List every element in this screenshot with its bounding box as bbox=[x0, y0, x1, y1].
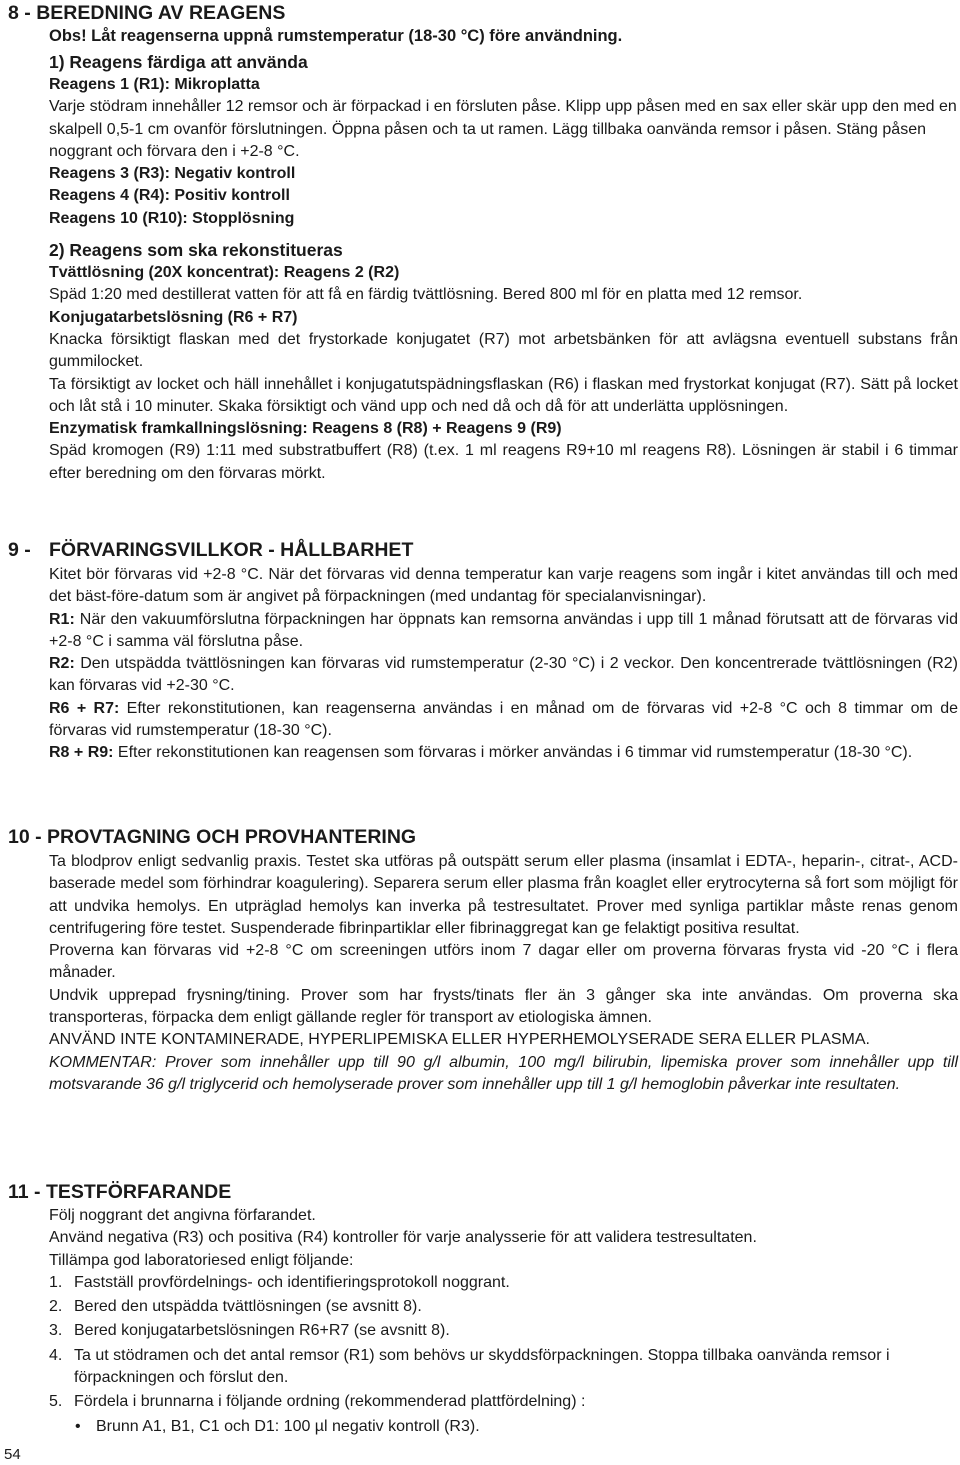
reagent-r4: Reagens 4 (R4): Positiv kontroll bbox=[49, 187, 290, 205]
procedure-step: 3. Bered konjugatarbetslösningen R6+R7 (se avsnitt 8). bbox=[49, 1322, 450, 1340]
procedure-p2: Använd negativa (R3) och positiva (R4) kontroller för varje analysserie för att validera testresultaten. bbox=[49, 1229, 757, 1247]
procedure-steps bbox=[49, 1272, 958, 1414]
bullet-icon: • bbox=[75, 1417, 81, 1435]
section-9 bbox=[8, 538, 958, 765]
reagent-r3: Reagens 3 (R3): Negativ kontroll bbox=[49, 165, 296, 183]
procedure-p1: Följ noggrant det angivna förfarandet. bbox=[49, 1207, 316, 1224]
section-9-title: FÖRVARINGSVILLKOR - HÅLLBARHET bbox=[49, 539, 414, 561]
storage-r2 bbox=[49, 653, 958, 698]
conjugate-text-2: Ta försiktigt av locket och häll innehållet i konjugatutspädningsflaskan (R6) i flaskan med frystorkat konjugat (R7). Sätt på locket och låt stå i 10 minuter. Skaka försiktigt och vänd upp och ned då och då för att underlätta upplösningen. bbox=[49, 375, 958, 415]
storage-r6-r7 bbox=[49, 698, 958, 743]
section-11-heading bbox=[8, 1180, 958, 1204]
storage-r1-text: När den vakuumförslutna förpackningen har öppnats kan remsorna användas i upp till 1 månad förutsatt att de förvaras vid +2-8 °C i samma väl förslutna påse. bbox=[49, 610, 958, 650]
section-10-body bbox=[49, 851, 958, 1096]
storage-intro: Kitet bör förvaras vid +2-8 °C. När det förvaras vid denna temperatur kan varje reagens som ingår i kitet användas till och med det bäst-före-datum som är angivet på förpackningen (med undantag för specialanvisningar). bbox=[49, 566, 958, 606]
procedure-step: 2. Bered den utspädda tvättlösningen (se avsnitt 8). bbox=[49, 1298, 422, 1316]
section-8-heading bbox=[8, 1, 958, 25]
section-9-heading bbox=[8, 538, 958, 562]
reagent-r1-title: Reagens 1 (R1): Mikroplatta bbox=[49, 76, 260, 93]
section-11 bbox=[8, 1180, 958, 1438]
section-11-body bbox=[49, 1205, 958, 1438]
section-8-number: 8 - bbox=[8, 2, 31, 24]
sampling-comment: KOMMENTAR: Prover som innehåller upp till 90 g/l albumin, 100 mg/l bilirubin, lipemiska prover som innehåller upp till motsvarande 36 g/l triglycerid och hemolyserade prover som innehåller upp till 1 g/l hemoglobin påverkar inte resultaten. bbox=[49, 1053, 958, 1093]
sampling-p1: Ta blodprov enligt sedvanlig praxis. Testet ska utföras på outspätt serum eller plasma (insamlat i EDTA-, heparin-, citrat-, ACD-baserade medel som förhindrar koagulering). Separera serum eller plasma från koaglet eller erytrocyterna så fort som möjligt för att undvika hemolys. En utpräglad hemolys kan inverka på testresultatet. Prover med synliga partiklar måste renas genom centrifugering före testet. Suspenderade fibrinpartiklar eller fibrinaggregat kan ge felaktigt positiva resultat. bbox=[49, 853, 958, 937]
sampling-warning: ANVÄND INTE KONTAMINERADE, HYPERLIPEMISKA ELLER HYPERHEMOLYSERADE SERA ELLER PLASMA. bbox=[49, 1031, 870, 1049]
storage-r8-r9 bbox=[49, 742, 958, 764]
section-9-number: 9 - bbox=[8, 539, 31, 561]
section-11-number: 11 - bbox=[8, 1181, 41, 1203]
section-10-heading bbox=[8, 825, 958, 849]
subheading-reconstitute: 2) Reagens som ska rekonstitueras bbox=[49, 240, 343, 261]
storage-r2-label: R2: bbox=[49, 655, 75, 673]
storage-r8-r9-label: R8 + R9: bbox=[49, 744, 114, 762]
sampling-p2: Proverna kan förvaras vid +2-8 °C om screeningen utförs inom 7 dagar eller om proverna förvaras frysta vid -20 °C i flera månader. bbox=[49, 942, 958, 982]
page-number: 54 bbox=[4, 1446, 21, 1463]
obs-note: Obs! Låt reagenserna uppnå rumstemperatur (18-30 °C) före användning. bbox=[49, 27, 623, 45]
procedure-p3: Tillämpa god laboratoriesed enligt följande: bbox=[49, 1251, 354, 1269]
section-10 bbox=[8, 825, 958, 1096]
storage-r1 bbox=[49, 609, 958, 654]
reagent-r10: Reagens 10 (R10): Stopplösning bbox=[49, 209, 295, 227]
subheading-ready-to-use: 1) Reagens färdiga att använda bbox=[49, 52, 308, 72]
procedure-step: 4. Ta ut stödramen och det antal remsor (R1) som behövs ur skyddsförpackningen. Stoppa tillbaka oanvända remsor i förpackningen och förslut den. bbox=[49, 1346, 890, 1387]
section-11-title: TESTFÖRFARANDE bbox=[45, 1181, 232, 1203]
sampling-p3: Undvik upprepad frysning/tining. Prover som har frysts/tinats fler än 3 gånger ska inte användas. Om proverna ska transporteras, förpacka dem enligt gällande regler för transport av etiologiska ämnen. bbox=[49, 986, 958, 1027]
enzymatic-text: Späd kromogen (R9) 1:11 med substratbuffert (R8) (t.ex. 1 ml reagens R9+10 ml reagens R8). Lösningen är stabil i 6 timmar efter beredning om den förvaras mörkt. bbox=[49, 442, 958, 482]
wash-title: Tvättlösning (20X koncentrat): Reagens 2 (R2) bbox=[49, 264, 400, 282]
section-9-body bbox=[49, 564, 958, 765]
storage-r1-label: R1: bbox=[49, 610, 75, 628]
section-8 bbox=[8, 1, 958, 485]
storage-r6-r7-label: R6 + R7: bbox=[49, 699, 120, 717]
conjugate-text-1: Knacka försiktigt flaskan med det frystorkade konjugatet (R7) mot arbetsbänken för att avlägsna eventuell substans från gummilocket. bbox=[49, 330, 958, 371]
section-10-number: 10 - bbox=[8, 826, 42, 848]
procedure-bullet bbox=[49, 1416, 958, 1438]
section-8-body bbox=[49, 25, 958, 485]
section-8-title: BEREDNING AV REAGENS bbox=[36, 2, 286, 24]
conjugate-title: Konjugatarbetslösning (R6 + R7) bbox=[49, 308, 298, 326]
storage-r8-r9-text: Efter rekonstitutionen kan reagensen som förvaras i mörker användas i 6 timmar vid rumstemperatur (18-30 °C). bbox=[113, 744, 913, 762]
storage-r6-r7-text: Efter rekonstitutionen, kan reagenserna användas i en månad om de förvaras vid +2-8 °C och 8 timmar om de förvaras vid rumstemperatur (18-30 °C). bbox=[49, 699, 959, 740]
storage-r2-text: Den utspädda tvättlösningen kan förvaras vid rumstemperatur (2-30 °C) i 2 veckor. Den koncentrerade tvättlösningen (R2) kan förvaras vid +2-30 °C. bbox=[49, 655, 958, 695]
enzymatic-title: Enzymatisk framkallningslösning: Reagens 8 (R8) + Reagens 9 (R9) bbox=[49, 420, 562, 438]
section-10-title: PROVTAGNING OCH PROVHANTERING bbox=[47, 826, 417, 848]
wash-text: Späd 1:20 med destillerat vatten för att få en färdig tvättlösning. Bered 800 ml för en platta med 12 remsor. bbox=[49, 286, 803, 304]
procedure-step: 1. Fastställ provfördelnings- och identifieringsprotokoll noggrant. bbox=[49, 1273, 510, 1291]
procedure-step: 5. Fördela i brunnarna i följande ordning (rekommenderad plattfördelning) : bbox=[49, 1393, 586, 1411]
procedure-bullet-text: Brunn A1, B1, C1 och D1: 100 µl negativ kontroll (R3). bbox=[96, 1417, 480, 1435]
reagent-r1-text: Varje stödram innehåller 12 remsor och är förpackad i en försluten påse. Klipp upp påsen med en sax eller skär upp den med en skalpell 0,5-1 cm ovanför förslutningen. Öppna påsen och ta ut ramen. Lägg tillbaka oanvända remsor i påsen. Stäng påsen noggrant och förvara den i +2-8 °C. bbox=[49, 98, 957, 160]
